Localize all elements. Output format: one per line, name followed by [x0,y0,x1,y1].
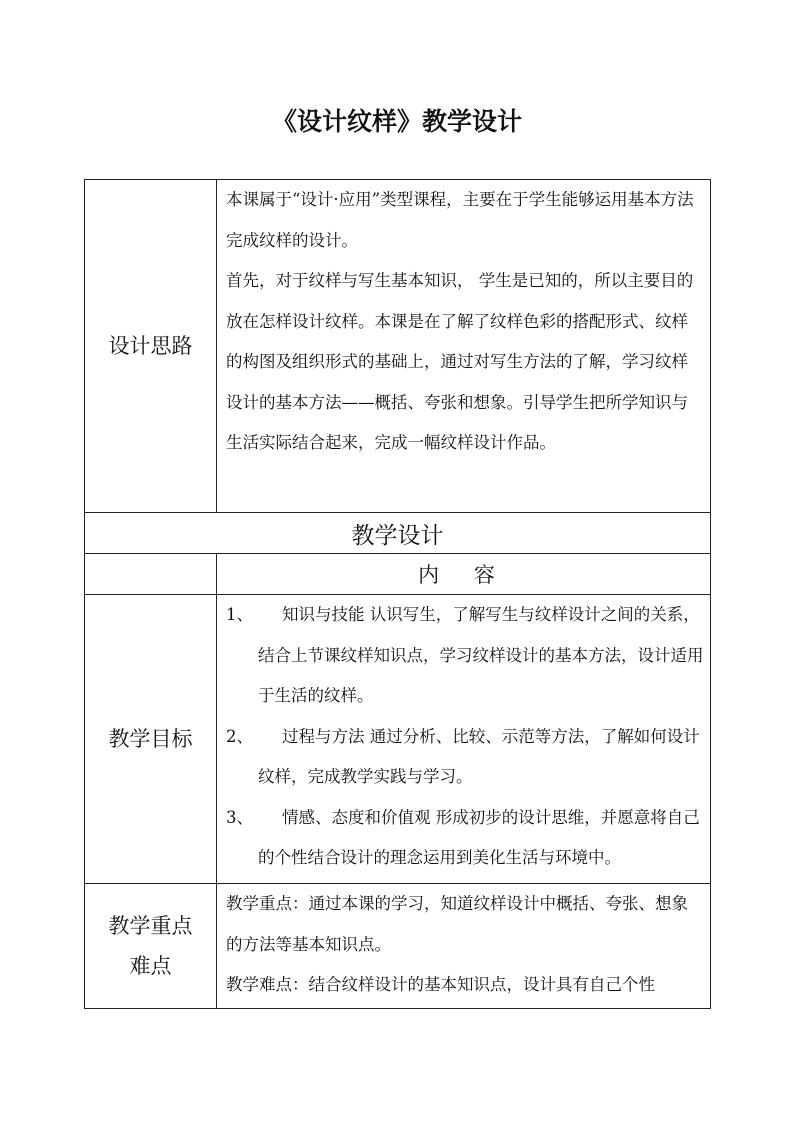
key-difficulty-text: 教学难点：结合纹样设计的基本知识点，设计具有自己个性 [226,975,655,994]
content-header-blank [85,554,217,595]
design-idea-paragraph: 首先，对于纹样与写生基本知识， 学生是已知的，所以主要目的放在怎样设计纹样。本课是在了解了纹样色彩的搭配形式、纹样的构图及组织形式的基础上，通过对写生方法的了解，学习纹样设计的基本方法——概括、夸张和想象。引导学生把所学知识与生活实际结合起来，完成一幅纹样设计作品。 [226,271,694,452]
goal-heading: 知识与技能 [282,605,365,624]
goal-item [226,798,704,879]
key-points-label-line: 难点 [129,954,172,978]
lesson-plan-table [84,179,711,1009]
content-header-row [85,554,711,595]
key-points-label-line: 教学重点 [108,914,193,938]
goal-body: 通过分析、比较、示范等方法，了解如何设计纹样，完成教学实践与学习。 [258,726,700,786]
content-header: 内 容 [217,554,711,595]
goal-number: 3、 [226,807,253,827]
goal-heading: 过程与方法 [282,726,365,746]
goals-content [217,595,711,884]
goal-number: 2、 [226,726,253,746]
key-points-row [85,884,711,1009]
goals-row [85,595,711,884]
key-focus-text: 教学重点：通过本课的学习，知道纹样设计中概括、夸张、想象的方法等基本知识点。 [226,894,688,954]
goal-body: 认识写生，了解写生与纹样设计之间的关系，结合上节课纹样知识点，学习纹样设计的基本方法，设计适用于生活的纹样。 [258,605,704,705]
goal-item [226,595,704,717]
goal-number: 1、 [226,605,253,624]
key-points-label [85,884,217,1009]
design-idea-row [85,180,711,513]
goal-text [258,717,704,798]
key-points-content [217,884,711,1009]
goal-body: 形成初步的设计思维，并愿意将自己的个性结合设计的理念运用到美化生活与环境中。 [258,807,700,867]
goal-text [258,798,704,879]
design-idea-paragraph: 本课属于“设计·应用”类型课程，主要在于学生能够运用基本方法完成纹样的设计。 [226,190,694,250]
goal-text [258,595,704,717]
design-idea-label: 设计思路 [85,180,217,513]
section-header-row [85,513,711,554]
document-title: 《设计纹样》教学设计 [271,107,522,136]
design-idea-content [217,180,711,513]
goals-label: 教学目标 [85,595,217,884]
goal-item [226,717,704,798]
goal-heading: 情感、态度和价值观 [282,807,431,827]
section-header: 教学设计 [85,513,711,554]
